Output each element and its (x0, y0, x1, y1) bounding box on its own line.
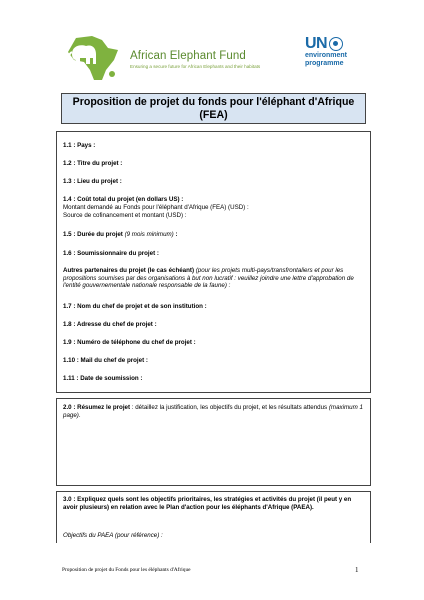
title-box (61, 93, 366, 124)
field-partenaires: Autres partenaires du projet (le cas échéant) (pour les projets multi-pays/transfrontaliers et pour les propositions soumises par des organisations à but non lucratif : veuillez joindre une lettre d'approbation de l'entité gouvernementale nationale responsable de la faune) : (63, 267, 354, 290)
section3-heading: 3.0 : Expliquez quels sont les objectifs prioritaires, les stratégies et activités du projet (il peut y en avoir plusieurs) en relation avec le Plan d'action pour les éléphants d'Afrique (PAEA). (63, 496, 352, 511)
page-number: 1 (355, 566, 359, 574)
brand-name: African Elephant Fund (130, 50, 246, 62)
footer-text: Proposition de projet du Fonds pour les éléphants d'Afrique (62, 567, 191, 573)
field-cofinancement: Source de cofinancement et montant (USD) : (63, 212, 187, 219)
african-elephant-fund-logo (62, 34, 124, 82)
field-cout: 1.4 : Coût total du projet (en dollars US) : (63, 196, 184, 203)
field-telephone: 1.9 : Numéro de téléphone du chef de projet : (63, 339, 196, 346)
page-title: Proposition de projet du fonds pour l'éléphant d'Afrique (FEA) (72, 95, 355, 121)
field-titre: 1.2 : Titre du projet : (63, 160, 123, 167)
field-adresse: 1.8 : Adresse du chef de projet : (63, 321, 157, 328)
field-duree: 1.5 : Durée du projet (9 mois minimum) : (63, 231, 178, 238)
brand-block (130, 50, 260, 69)
field-mail: 1.10 : Mail du chef de projet : (63, 357, 148, 364)
section1-box (56, 131, 371, 393)
section2-text: 2.0 : Résumez le projet : détaillez la justification, les objectifs du projet, et les résultats attendus (maximum 1 page). (63, 404, 363, 419)
field-soumissionnaire: 1.6 : Soumissionnaire du projet : (63, 250, 159, 257)
field-chef-projet: 1.7 : Nom du chef de projet et de son institution : (63, 303, 207, 310)
unep-un-text: UN (305, 35, 328, 52)
field-lieu: 1.3 : Lieu du projet : (63, 178, 122, 185)
unep-line2: programme (305, 59, 344, 67)
section3-hint: Objectifs du PAEA (pour référence) : (63, 532, 163, 539)
field-montant: Montant demandé au Fonds pour l'éléphant d'Afrique (FEA) (USD) : (63, 204, 249, 211)
unep-logo (305, 36, 375, 67)
field-pays: 1.1 : Pays : (63, 142, 96, 149)
field-date: 1.11 : Date de soumission : (63, 375, 143, 382)
un-emblem-icon (329, 37, 343, 51)
unep-line1: environment (305, 52, 348, 59)
brand-tagline: Ensuring a secure future for African Elephants and their habitats (130, 64, 261, 69)
